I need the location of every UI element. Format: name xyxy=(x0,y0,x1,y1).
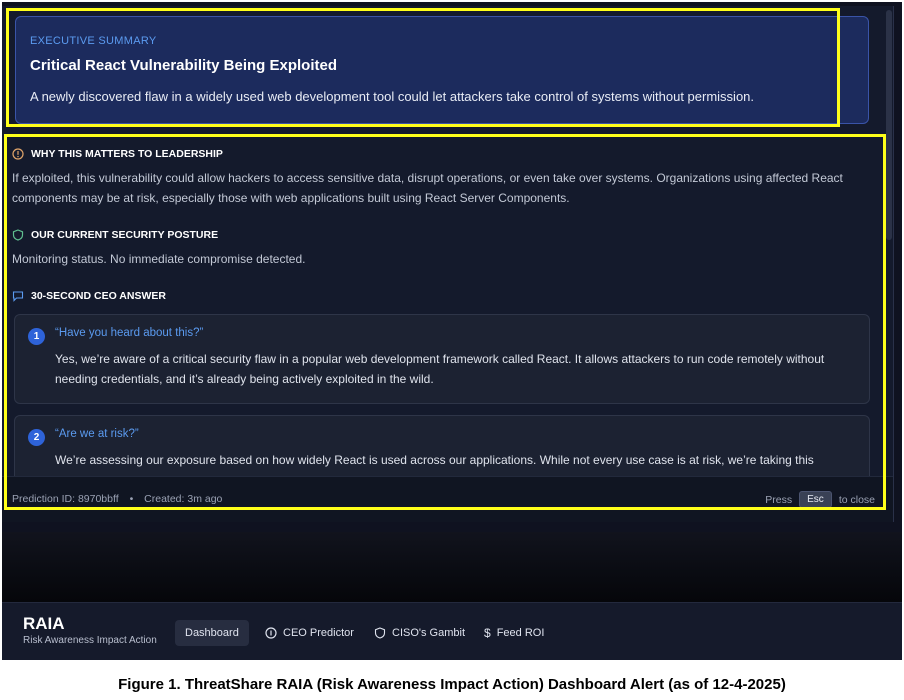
nav-ceo-predictor[interactable] xyxy=(255,620,364,646)
shield-icon xyxy=(374,627,386,639)
nav-cisos-gambit-label: CISO's Gambit xyxy=(392,627,466,639)
brand-name: RAIA xyxy=(23,614,65,633)
executive-summary-text: A newly discovered flaw in a widely used web development tool could let attackers take control of systems without permission. xyxy=(30,89,755,104)
chat-bubble-icon xyxy=(12,290,24,302)
why-matters-heading xyxy=(12,148,223,160)
alert-title: Critical React Vulnerability Being Exploited xyxy=(30,57,338,74)
close-hint xyxy=(765,491,875,508)
close-hint-press: Press xyxy=(765,493,793,506)
executive-summary-label: EXECUTIVE SUMMARY xyxy=(30,35,157,47)
prediction-meta xyxy=(12,493,222,505)
qa-number-badge: 1 xyxy=(28,328,45,345)
alert-modal xyxy=(2,6,894,522)
modal-footer xyxy=(2,476,893,522)
nav-cisos-gambit[interactable] xyxy=(364,620,475,646)
esc-key-badge[interactable]: Esc xyxy=(799,491,832,508)
background-fade xyxy=(2,532,902,602)
brand xyxy=(23,615,157,646)
qa-number-badge: 2 xyxy=(28,429,45,446)
dollar-icon: $ xyxy=(484,626,491,640)
qa-question: “Are we at risk?” xyxy=(55,428,139,440)
figure-caption: Figure 1. ThreatShare RAIA (Risk Awareness Impact Action) Dashboard Alert (as of 12-4-2025) xyxy=(118,676,786,693)
qa-answer: Yes, we’re aware of a critical security flaw in a popular web development framework called React. It allows attackers to run code remotely without needing credentials, and it’s already being actively exploited in the wild. xyxy=(55,352,825,386)
qa-card xyxy=(14,314,870,404)
qa-card xyxy=(14,415,870,476)
modal-scroll-content[interactable] xyxy=(2,142,882,476)
meta-separator: • xyxy=(129,493,134,505)
why-matters-text: If exploited, this vulnerability could allow hackers to access sensitive data, disrupt operations, or even take over systems. Organizations using affected React components may be at risk, especially those with web applications built using React Server Components. xyxy=(12,171,843,205)
security-posture-heading-text: OUR CURRENT SECURITY POSTURE xyxy=(31,229,219,241)
nav-feed-roi[interactable] xyxy=(474,620,554,646)
bottom-nav-bar xyxy=(2,602,902,660)
nav-ceo-predictor-label: CEO Predictor xyxy=(283,627,354,639)
why-matters-heading-text: WHY THIS MATTERS TO LEADERSHIP xyxy=(31,148,223,160)
nav-feed-roi-label: Feed ROI xyxy=(496,627,545,639)
prediction-id: Prediction ID: 8970bbff xyxy=(12,493,119,505)
close-hint-text: to close xyxy=(838,493,875,506)
nav-dashboard[interactable] xyxy=(175,620,249,646)
created-time: Created: 3m ago xyxy=(144,493,223,505)
qa-question: “Have you heard about this?” xyxy=(55,327,204,339)
executive-summary-card xyxy=(15,16,869,124)
brand-subtitle: Risk Awareness Impact Action xyxy=(23,635,157,646)
qa-answer: We’re assessing our exposure based on how widely React is used across our applications. While not every use case is at risk, we’re taking this xyxy=(55,453,814,467)
nav-dashboard-label: Dashboard xyxy=(185,627,239,639)
ceo-answer-heading-text: 30-SECOND CEO ANSWER xyxy=(31,290,166,302)
ceo-answer-heading xyxy=(12,290,166,302)
shield-icon xyxy=(12,229,24,241)
security-posture-heading xyxy=(12,229,218,241)
scrollbar-thumb[interactable] xyxy=(886,10,892,240)
warning-icon xyxy=(12,148,24,160)
screenshot xyxy=(2,2,902,660)
security-posture-text: Monitoring status. No immediate compromise detected. xyxy=(12,252,306,266)
info-icon xyxy=(265,627,277,639)
